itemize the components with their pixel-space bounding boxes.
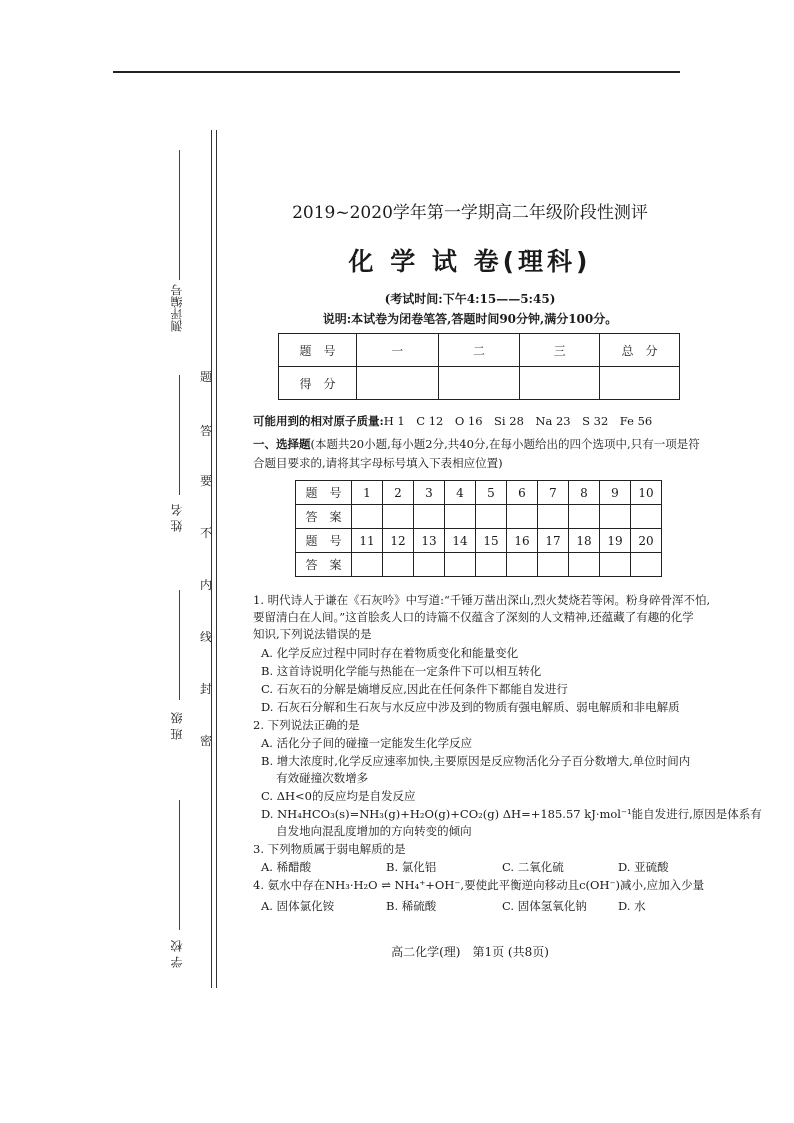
seal-char: 内	[200, 578, 213, 592]
question-1-option-b[interactable]: B. 这首诗说明化学能与热能在一定条件下可以相互转化	[261, 664, 542, 678]
score-header-cell: 三	[520, 334, 600, 367]
answer-cell[interactable]	[476, 505, 507, 529]
seal-char: 线	[200, 630, 213, 644]
answer-q-num: 18	[569, 529, 600, 553]
answer-cell[interactable]	[414, 505, 445, 529]
score-row-label: 得 分	[279, 367, 357, 400]
answer-q-num: 19	[600, 529, 631, 553]
school-blank[interactable]	[179, 800, 180, 930]
answer-cell[interactable]	[569, 553, 600, 577]
answer-q-num: 7	[538, 481, 569, 505]
score-cell[interactable]	[520, 367, 600, 400]
score-cell[interactable]	[356, 367, 438, 400]
class-label: 班 级	[170, 712, 184, 740]
question-1-stem-line: 要留清白在人间。”这首脍炙人口的诗篇不仅蕴含了深刻的人文精神,还蕴藏了有趣的化学	[253, 610, 694, 624]
answer-q-num: 14	[445, 529, 476, 553]
answer-q-num: 20	[631, 529, 662, 553]
answer-q-num: 2	[383, 481, 414, 505]
section1-heading: 一、选择题	[253, 437, 311, 451]
binding-line-outer	[211, 130, 212, 988]
exam-subtitle: 化 学 试 卷(理科)	[348, 247, 592, 276]
seal-char: 题	[200, 370, 213, 384]
answer-cell[interactable]	[352, 553, 383, 577]
answer-q-num: 1	[352, 481, 383, 505]
score-cell[interactable]	[438, 367, 520, 400]
answer-cell[interactable]	[445, 553, 476, 577]
seal-char: 答	[200, 424, 213, 438]
answer-cell[interactable]	[383, 505, 414, 529]
question-1-stem-line: 1. 明代诗人于谦在《石灰吟》中写道:“千锤万凿出深山,烈火焚烧若等闲。粉身碎骨浑不怕,	[253, 593, 711, 607]
question-2-option-a[interactable]: A. 活化分子间的碰撞一定能发生化学反应	[261, 736, 473, 750]
question-3-option-b[interactable]: B. 氯化铝	[386, 860, 437, 874]
section1-line2: 合题目要求的,请将其字母标号填入下表相应位置)	[253, 456, 503, 470]
answer-q-num: 5	[476, 481, 507, 505]
question-4-option-a[interactable]: A. 固体氯化铵	[261, 899, 335, 913]
score-table	[278, 333, 680, 400]
question-2-option-b[interactable]: B. 增大浓度时,化学反应速率加快,主要原因是反应物活化分子百分数增大,单位时间内	[261, 754, 691, 768]
answer-table	[295, 480, 662, 577]
section1-intro	[253, 436, 700, 453]
class-blank[interactable]	[179, 590, 180, 700]
answer-cell[interactable]	[352, 505, 383, 529]
question-3-option-a[interactable]: A. 稀醋酸	[261, 860, 312, 874]
answer-q-label: 题 号	[296, 529, 352, 553]
answer-cell[interactable]	[600, 505, 631, 529]
page-footer: 高二化学(理) 第1页 (共8页)	[391, 945, 549, 959]
answer-cell[interactable]	[507, 553, 538, 577]
question-4-option-b[interactable]: B. 稀硫酸	[386, 899, 437, 913]
answer-cell[interactable]	[600, 553, 631, 577]
question-4-option-c[interactable]: C. 固体氢氧化钠	[502, 899, 587, 913]
answer-cell[interactable]	[414, 553, 445, 577]
question-2-option-d-cont: 自发地向混乱度增加的方向转变的倾向	[261, 824, 472, 838]
atomic-masses	[253, 413, 683, 430]
question-1-option-a[interactable]: A. 化学反应过程中同时存在着物质变化和能量变化	[261, 646, 519, 660]
answer-cell[interactable]	[569, 505, 600, 529]
answer-q-num: 6	[507, 481, 538, 505]
exam-title: 2019~2020学年第一学期高二年级阶段性测评	[292, 203, 648, 223]
question-1-stem-line: 知识,下列说法错误的是	[253, 627, 372, 641]
top-rule	[113, 71, 680, 73]
score-header-cell: 二	[438, 334, 520, 367]
exam-time: (考试时间:下午4:15——5:45)	[384, 292, 556, 306]
question-2-option-b-cont: 有效碰撞次数增多	[261, 771, 369, 785]
answer-cell[interactable]	[631, 505, 662, 529]
question-2-option-d[interactable]: D. NH₄HCO₃(s)=NH₃(g)+H₂O(g)+CO₂(g) ΔH=+185.57 kJ·mol⁻¹能自发进行,原因是体系有	[261, 807, 762, 821]
school-label: 学 校	[170, 940, 184, 968]
answer-cell[interactable]	[631, 553, 662, 577]
question-3-stem: 3. 下列物质属于弱电解质的是	[253, 842, 406, 856]
answer-cell[interactable]	[538, 505, 569, 529]
answer-q-num: 10	[631, 481, 662, 505]
section1-line1: (本题共20小题,每小题2分,共40分,在每小题给出的四个选项中,只有一项是符	[310, 437, 700, 451]
question-1-option-c[interactable]: C. 石灰石的分解是熵增反应,因此在任何条件下都能自发进行	[261, 682, 568, 696]
answer-q-num: 3	[414, 481, 445, 505]
answer-q-num: 9	[600, 481, 631, 505]
question-2-option-c[interactable]: C. ΔH<0的反应均是自发反应	[261, 789, 416, 803]
score-header-cell: 一	[356, 334, 438, 367]
question-3-option-d[interactable]: D. 亚硫酸	[618, 860, 669, 874]
seal-char: 要	[200, 474, 213, 488]
score-header-cell: 总 分	[600, 334, 680, 367]
question-3-option-c[interactable]: C. 二氧化硫	[502, 860, 564, 874]
answer-q-num: 8	[569, 481, 600, 505]
score-header-cell: 题 号	[279, 334, 357, 367]
answer-cell[interactable]	[507, 505, 538, 529]
answer-a-label: 答 案	[296, 553, 352, 577]
question-2-stem: 2. 下列说法正确的是	[253, 718, 360, 732]
answer-cell[interactable]	[476, 553, 507, 577]
name-blank[interactable]	[179, 375, 180, 495]
answer-q-num: 13	[414, 529, 445, 553]
question-4-stem: 4. 氨水中存在NH₃·H₂O ⇌ NH₄⁺+OH⁻,要使此平衡逆向移动且c(OH⁻)减小,应加入少量	[253, 878, 705, 892]
atomic-masses-label: 可能用到的相对原子质量:	[253, 414, 384, 428]
test-id-blank[interactable]	[179, 150, 180, 280]
answer-a-label: 答 案	[296, 505, 352, 529]
exam-note: 说明:本试卷为闭卷笔答,答题时间90分钟,满分100分。	[322, 312, 618, 326]
answer-cell[interactable]	[383, 553, 414, 577]
question-1-option-d[interactable]: D. 石灰石分解和生石灰与水反应中涉及到的物质有强电解质、弱电解质和非电解质	[261, 700, 680, 714]
answer-cell[interactable]	[538, 553, 569, 577]
answer-q-num: 17	[538, 529, 569, 553]
question-4-option-d[interactable]: D. 水	[618, 899, 646, 913]
answer-q-num: 16	[507, 529, 538, 553]
answer-q-label: 题 号	[296, 481, 352, 505]
binding-line-inner	[216, 130, 217, 988]
name-label: 姓 名	[170, 504, 184, 532]
seal-char: 密	[200, 734, 213, 748]
answer-q-num: 11	[352, 529, 383, 553]
atomic-masses-values: H 1 C 12 O 16 Si 28 Na 23 S 32 Fe 56	[383, 414, 653, 428]
test-id-label: 测评编号	[170, 284, 184, 332]
seal-char: 封	[200, 682, 213, 696]
answer-q-num: 12	[383, 529, 414, 553]
answer-q-num: 15	[476, 529, 507, 553]
score-cell[interactable]	[600, 367, 680, 400]
answer-q-num: 4	[445, 481, 476, 505]
seal-char: 不	[200, 526, 213, 540]
answer-cell[interactable]	[445, 505, 476, 529]
